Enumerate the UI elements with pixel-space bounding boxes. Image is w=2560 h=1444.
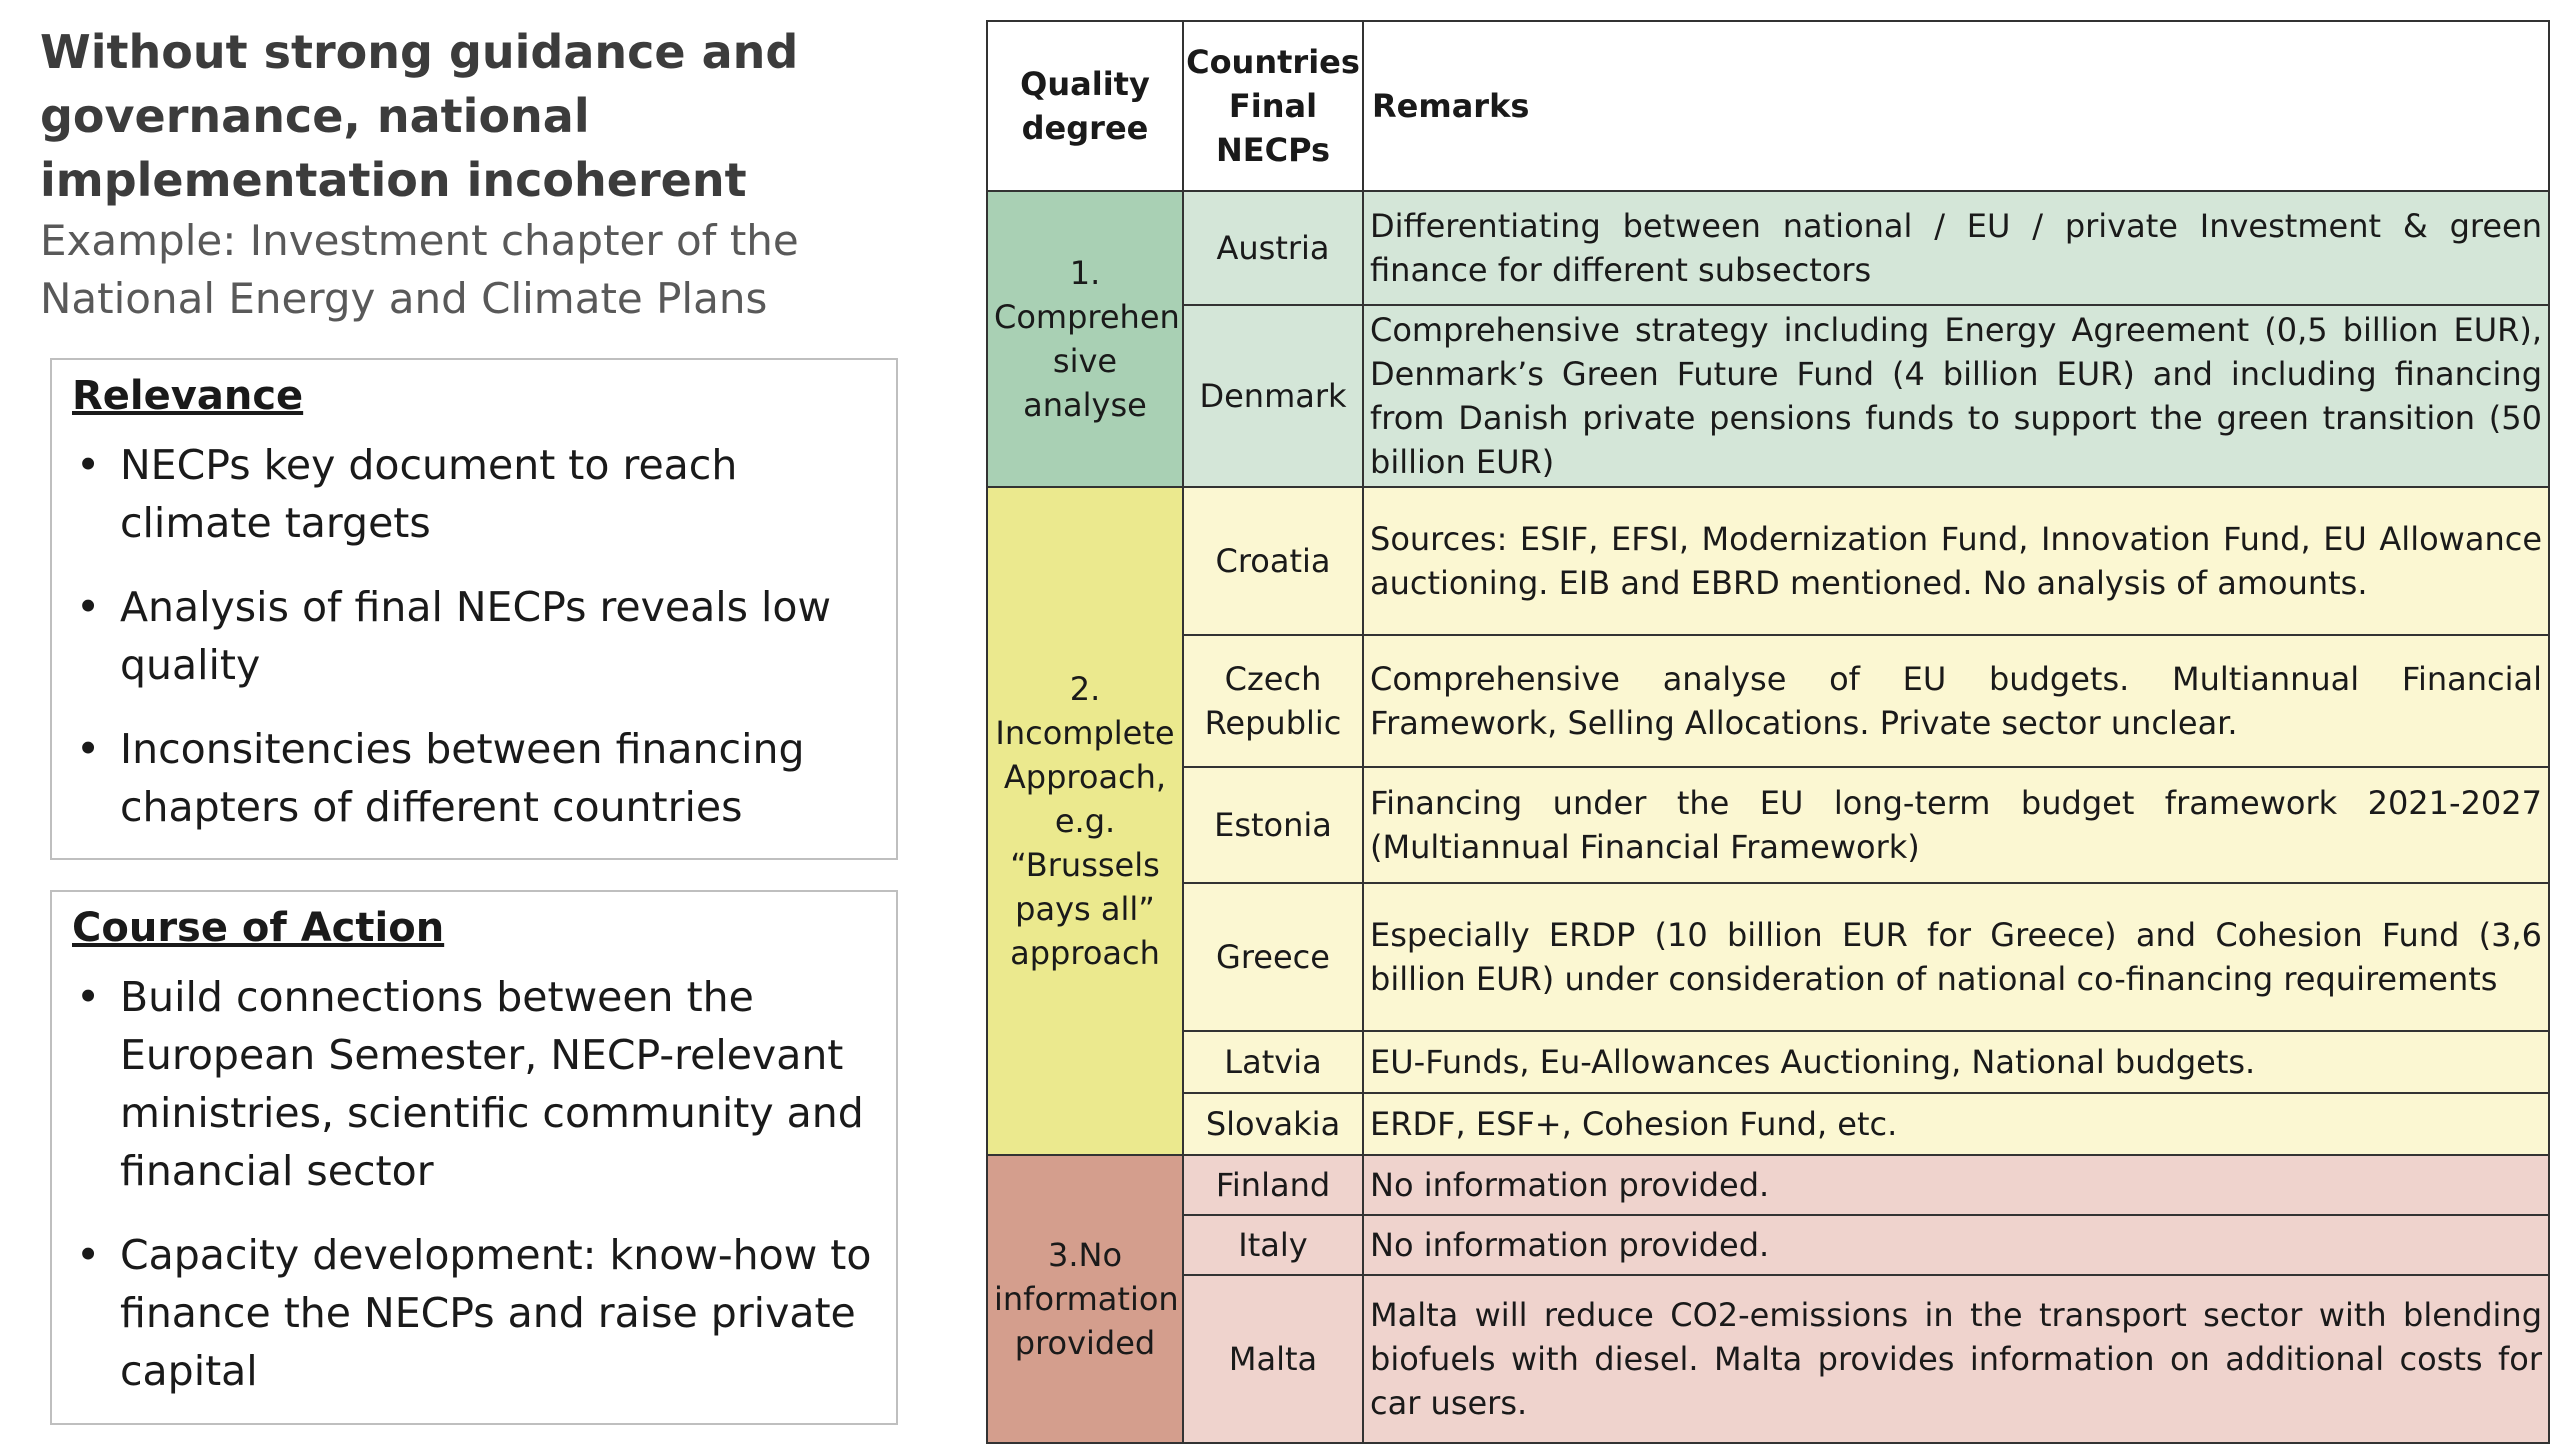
table-row [987, 1031, 2549, 1093]
country-cell: Latvia [1183, 1031, 1363, 1093]
table-row [987, 883, 2549, 1031]
header-countries: Countries Final NECPs [1183, 21, 1363, 191]
relevance-bullet: • Inconsitencies between financing chapters of different countries [72, 720, 876, 836]
remark-cell: Financing under the EU long-term budget framework 2021-2027 (Multiannual Financial Framework) [1363, 767, 2549, 883]
table-row [987, 1155, 2549, 1215]
group-no-information [987, 1155, 2549, 1443]
quality-cell-incomplete: 2. Incomplete Approach, e.g. “Brussels pays all” approach [987, 487, 1183, 1155]
remark-cell: EU-Funds, Eu-Allowances Auctioning, National budgets. [1363, 1031, 2549, 1093]
quality-cell-comprehensive: 1. Comprehen sive analyse [987, 191, 1183, 487]
table-row [987, 1275, 2549, 1443]
slide-title: Without strong guidance and governance, national implementation incoherent [40, 25, 799, 207]
country-cell: Denmark [1183, 305, 1363, 487]
header-remarks: Remarks [1363, 21, 2549, 191]
country-cell: Czech Republic [1183, 635, 1363, 767]
country-cell: Greece [1183, 883, 1363, 1031]
remark-cell: ERDF, ESF+, Cohesion Fund, etc. [1363, 1093, 2549, 1155]
table-row [987, 305, 2549, 487]
country-cell: Malta [1183, 1275, 1363, 1443]
table-header-row [987, 21, 2549, 191]
remark-cell: Malta will reduce CO2-emissions in the transport sector with blending biofuels with diesel. Malta provides information on additional costs for car users. [1363, 1275, 2549, 1443]
relevance-list [72, 436, 876, 836]
course-of-action-heading: Course of Action [72, 905, 445, 951]
country-cell: Italy [1183, 1215, 1363, 1275]
quality-cell-no-information: 3.No information provided [987, 1155, 1183, 1443]
slide-subtitle: Example: Investment chapter of the National Energy and Climate Plans [40, 216, 799, 323]
remark-cell: No information provided. [1363, 1215, 2549, 1275]
group-incomplete [987, 487, 2549, 1155]
course-of-action-list [72, 968, 876, 1400]
table-row [987, 191, 2549, 305]
table-row [987, 767, 2549, 883]
remark-cell: Comprehensive strategy including Energy Agreement (0,5 billion EUR), Denmark’s Green Future Fund (4 billion EUR) and including financing from Danish private pensions funds to support the green transition (50 billion EUR) [1363, 305, 2549, 487]
course-of-action-bullet: • Build connections between the European Semester, NECP-relevant ministries, scientific community and financial sector [72, 968, 876, 1200]
country-cell: Estonia [1183, 767, 1363, 883]
relevance-bullet: • NECPs key document to reach climate targets [72, 436, 876, 552]
remark-cell: Differentiating between national / EU / private Investment & green finance for different subsectors [1363, 191, 2549, 305]
remark-cell: Comprehensive analyse of EU budgets. Multiannual Financial Framework, Selling Allocations. Private sector unclear. [1363, 635, 2549, 767]
relevance-heading: Relevance [72, 373, 304, 419]
country-cell: Croatia [1183, 487, 1363, 635]
remark-cell: Sources: ESIF, EFSI, Modernization Fund, Innovation Fund, EU Allowance auctioning. EIB and EBRD mentioned. No analysis of amounts. [1363, 487, 2549, 635]
relevance-bullet: • Analysis of final NECPs reveals low quality [72, 578, 876, 694]
table-row [987, 1215, 2549, 1275]
header-quality-degree: Quality degree [987, 21, 1183, 191]
relevance-box [50, 358, 898, 860]
table-row [987, 1093, 2549, 1155]
remark-cell: No information provided. [1363, 1155, 2549, 1215]
necp-quality-table [986, 20, 2550, 1444]
course-of-action-box [50, 890, 898, 1425]
course-of-action-bullet: • Capacity development: know-how to finance the NECPs and raise private capital [72, 1226, 876, 1400]
country-cell: Slovakia [1183, 1093, 1363, 1155]
group-comprehensive [987, 191, 2549, 487]
table-row [987, 635, 2549, 767]
country-cell: Finland [1183, 1155, 1363, 1215]
remark-cell: Especially ERDP (10 billion EUR for Greece) and Cohesion Fund (3,6 billion EUR) under consideration of national co-financing requirements [1363, 883, 2549, 1031]
country-cell: Austria [1183, 191, 1363, 305]
table-row [987, 487, 2549, 635]
